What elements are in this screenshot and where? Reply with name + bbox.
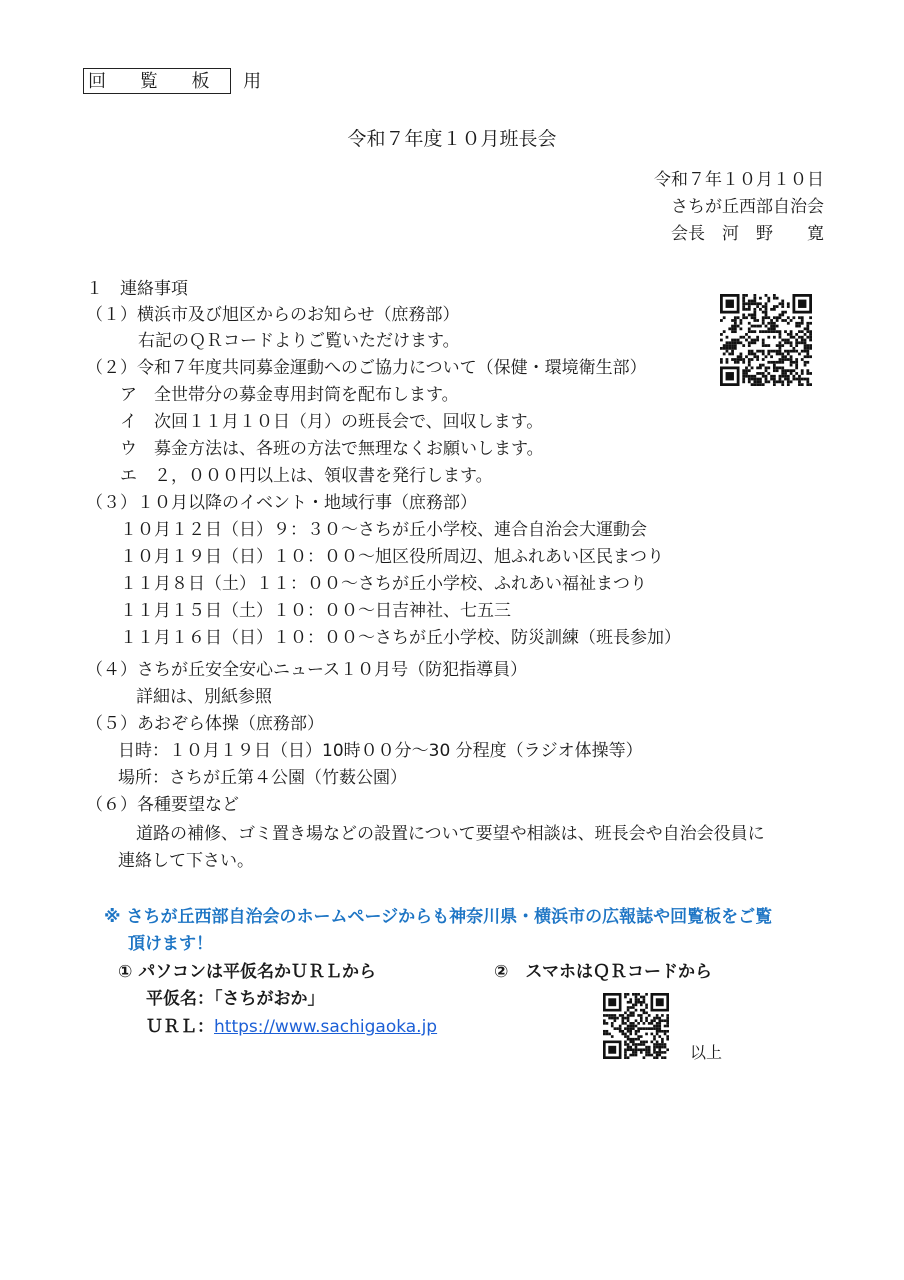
- event-line: １０月１２日（日）９：３０～さちが丘小学校、連合自治会大運動会: [120, 520, 647, 540]
- qr-code-icon: [603, 993, 669, 1063]
- item6-body-line1: 道路の補修、ゴミ置き場などの設置について要望や相談は、班長会や自治会役員に: [136, 824, 765, 844]
- event-line: １０月１９日（日）１０：００～旭区役所周辺、旭ふれあい区民まつり: [120, 547, 664, 567]
- url-label: ＵＲＬ：: [146, 1017, 214, 1037]
- item5-place: 場所：さちが丘第４公園（竹薮公園）: [118, 768, 407, 788]
- item1-body: 右記のＱＲコードよりご覧いただけます。: [138, 331, 460, 351]
- closing-text: 以上: [690, 1043, 723, 1062]
- event-line: １１月１５日（土）１０：００～日吉神社、七五三: [120, 601, 511, 621]
- issue-date: 令和７年１０月１０日: [654, 170, 824, 190]
- kairan-label: 回 覧 板 用: [83, 68, 231, 94]
- chairperson-name: 会長 河 野 寛: [671, 224, 824, 244]
- section-heading: １ 連絡事項: [86, 279, 188, 299]
- page-title: 令和７年度１０月班長会: [347, 128, 557, 150]
- item6-body-line2: 連絡して下さい。: [118, 851, 254, 871]
- item6-label: （６）各種要望など: [86, 795, 239, 815]
- item5-label: （５）あおぞら体操（庶務部）: [86, 714, 324, 734]
- event-line: １１月８日（土）１１：００～さちが丘小学校、ふれあい福祉まつり: [120, 574, 647, 594]
- qr-code-icon: [720, 294, 812, 390]
- item2-line: ウ 募金方法は、各班の方法で無理なくお願いします。: [120, 439, 544, 459]
- homepage-link[interactable]: https://www.sachigaoka.jp: [214, 1017, 438, 1037]
- pc-heading: ① パソコンは平仮名かＵＲＬから: [118, 962, 376, 982]
- homepage-notice-line1: ※ さちが丘西部自治会のホームページからも神奈川県・横浜市の広報誌や回覧板をご覧: [104, 907, 773, 927]
- item1-label: （１）横浜市及び旭区からのお知らせ（庶務部）: [86, 305, 460, 325]
- item2-line: ア 全世帯分の募金専用封筒を配布します。: [120, 385, 459, 405]
- event-line: １１月１６日（日）１０：００～さちが丘小学校、防災訓練（班長参加）: [120, 628, 681, 648]
- phone-heading: ② スマホはＱＲコードから: [494, 962, 713, 982]
- item4-body: 詳細は、別紙参照: [136, 687, 272, 707]
- item2-label: （２）令和７年度共同募金運動へのご協力について（保健・環境衛生部）: [86, 358, 647, 378]
- item4-label: （４）さちが丘安全安心ニュース１０月号（防犯指導員）: [86, 660, 528, 680]
- hiragana-name: 平仮名：「さちがおか」: [146, 989, 325, 1009]
- item3-label: （３）１０月以降のイベント・地域行事（庶務部）: [86, 493, 477, 513]
- organization-name: さちが丘西部自治会: [671, 197, 824, 217]
- item2-line: イ 次回１１月１０日（月）の班長会で、回収します。: [120, 412, 544, 432]
- item2-line: エ ２，０００円以上は、領収書を発行します。: [120, 466, 493, 486]
- homepage-notice-line2: 頂けます！: [128, 934, 213, 954]
- item5-datetime: 日時：１０月１９日（日）10時００分～30 分程度（ラジオ体操等）: [118, 741, 643, 761]
